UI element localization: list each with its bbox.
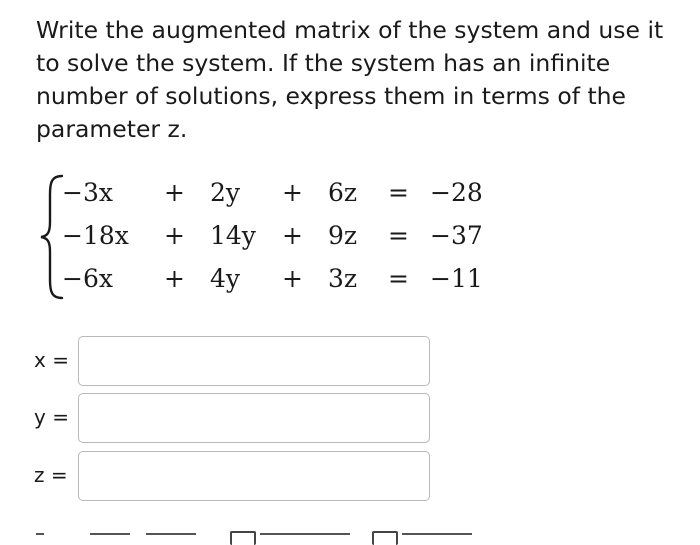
footer-fragment <box>260 533 350 535</box>
equation-row-3 <box>38 258 518 302</box>
equation-system <box>38 172 518 302</box>
answer-row-x <box>34 336 434 388</box>
z-term: 3z <box>328 264 358 293</box>
cut-off-footer <box>30 527 550 541</box>
plus-sign: + <box>282 178 303 207</box>
plus-sign: + <box>164 264 185 293</box>
plus-sign: + <box>164 221 185 250</box>
answer-row-y <box>34 393 434 445</box>
x-term: −3x <box>62 178 113 207</box>
rhs-value: −11 <box>430 264 483 293</box>
footer-fragment <box>36 533 44 535</box>
equals-sign: = <box>388 264 409 293</box>
x-term: −6x <box>62 264 113 293</box>
plus-sign: + <box>164 178 185 207</box>
answer-row-z <box>34 451 434 503</box>
footer-fragment <box>402 533 472 535</box>
equals-sign: = <box>388 221 409 250</box>
z-label: z = <box>34 463 68 487</box>
z-term: 9z <box>328 221 358 250</box>
plus-sign: + <box>282 221 303 250</box>
x-term: −18x <box>62 221 129 250</box>
footer-icon <box>230 531 256 545</box>
equation-row-2 <box>38 215 518 259</box>
y-label: y = <box>34 405 69 429</box>
rhs-value: −37 <box>430 221 483 250</box>
equals-sign: = <box>388 178 409 207</box>
z-answer-input[interactable] <box>78 451 430 501</box>
y-answer-input[interactable] <box>78 393 430 443</box>
footer-fragment <box>146 533 196 535</box>
question-text: Write the augmented matrix of the system and use it to solve the system. If the system has an infinite number of solutions, express them in terms of the parameter z. <box>36 16 664 143</box>
y-term: 4y <box>210 264 241 293</box>
z-term: 6z <box>328 178 358 207</box>
footer-fragment <box>90 533 130 535</box>
y-term: 14y <box>210 221 256 250</box>
equation-row-1 <box>38 172 518 216</box>
x-answer-input[interactable] <box>78 336 430 386</box>
x-label: x = <box>34 348 69 372</box>
y-term: 2y <box>210 178 241 207</box>
plus-sign: + <box>282 264 303 293</box>
rhs-value: −28 <box>430 178 483 207</box>
footer-icon <box>372 531 398 545</box>
